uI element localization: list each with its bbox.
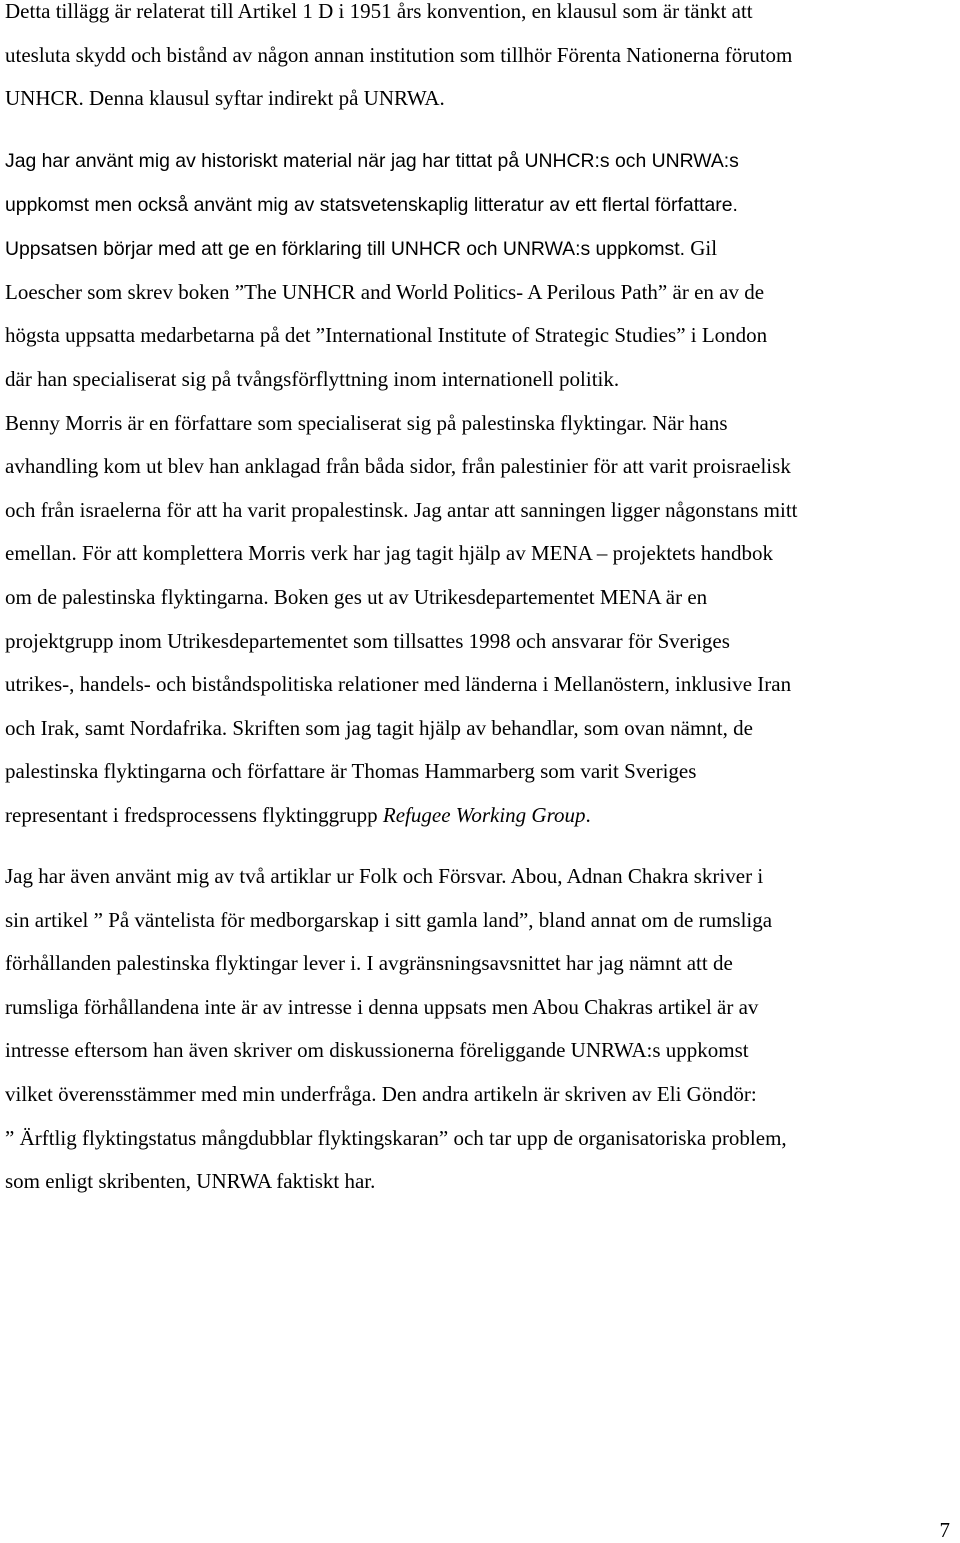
text-line: som enligt skribenten, UNRWA faktiskt har. xyxy=(5,1169,376,1194)
text-line: och Irak, samt Nordafrika. Skriften som jag tagit hjälp av behandlar, som ovan nämnt, de xyxy=(5,715,753,740)
paragraph-articles xyxy=(5,855,787,1204)
text-line: Loescher som skrev boken ”The UNHCR and World Politics- A Perilous Path” är en av de xyxy=(5,279,765,304)
text-line: Benny Morris är en författare som specialiserat sig på palestinska flyktingar. När hans xyxy=(5,410,728,435)
text-segment: Gil xyxy=(690,236,718,261)
text-line: förhållanden palestinska flyktingar lever i. I avgränsningsavsnittet har jag nämnt att de xyxy=(5,951,733,976)
paragraph-sources xyxy=(5,140,798,838)
text-line: ” Ärftlig flyktingstatus mångdubblar flyktingskaran” och tar upp de organisatoriska problem, xyxy=(5,1125,787,1150)
text-line: utesluta skydd och bistånd av någon annan institution som tillhör Förenta Nationerna förutom xyxy=(5,42,793,67)
text-segment: representant i fredsprocessens flyktinggrupp xyxy=(5,802,383,827)
italic-group-name: Refugee Working Group xyxy=(382,802,586,827)
text-line: palestinska flyktingarna och författare är Thomas Hammarberg som varit Sveriges xyxy=(5,759,697,784)
text-line xyxy=(5,794,798,838)
text-line: projektgrupp inom Utrikesdepartementet som tillsattes 1998 och ansvarar för Sveriges xyxy=(5,628,730,653)
text-segment: . xyxy=(585,802,591,827)
text-line: rumsliga förhållandena inte är av intresse i denna uppsats men Abou Chakras artikel är av xyxy=(5,994,759,1019)
text-line: intresse eftersom han även skriver om diskussionerna föreliggande UNRWA:s uppkomst xyxy=(5,1038,749,1063)
text-line: utrikes-, handels- och biståndspolitiska relationer med länderna i Mellanöstern, inklusive Iran xyxy=(5,672,792,697)
text-segment: Uppsatsen börjar med att ge en förklaring till UNHCR och UNRWA:s uppkomst. xyxy=(5,238,686,261)
text-line: UNHCR. Denna klausul syftar indirekt på UNRWA. xyxy=(5,86,445,111)
text-line: Jag har använt mig av historiskt material när jag har tittat på UNHCR:s och UNRWA:s xyxy=(5,150,739,172)
text-line: Jag har även använt mig av två artiklar ur Folk och Försvar. Abou, Adnan Chakra skriver i xyxy=(5,864,764,888)
text-line: och från israelerna för att ha varit propalestinsk. Jag antar att sanningen ligger någonstans mitt xyxy=(5,497,798,522)
text-line: högsta uppsatta medarbetarna på det ”International Institute of Strategic Studies” i London xyxy=(5,323,768,348)
text-line: Detta tillägg är relaterat till Artikel 1 D i 1951 års konvention, en klausul som är tänkt att xyxy=(5,0,753,23)
text-line: om de palestinska flyktingarna. Boken ges ut av Utrikesdepartementet MENA är en xyxy=(5,584,708,609)
page-number: 7 xyxy=(939,1518,950,1542)
text-line: uppkomst men också använt mig av statsvetenskaplig litteratur av ett flertal författare. xyxy=(5,193,738,216)
text-line: emellan. För att komplettera Morris verk har jag tagit hjälp av MENA – projektets handbok xyxy=(5,541,774,566)
text-line: där han specialiserat sig på tvångsförflyttning inom internationell politik. xyxy=(5,366,620,391)
paragraph-convention-clause xyxy=(5,0,792,121)
text-line: avhandling kom ut blev han anklagad från båda sidor, från palestinier för att varit proisraelisk xyxy=(5,454,791,479)
text-line: sin artikel ” På väntelista för medborgarskap i sitt gamla land”, bland annat om de rumsliga xyxy=(5,907,773,932)
text-line xyxy=(5,227,798,271)
text-line: vilket överensstämmer med min underfråga. Den andra artikeln är skriven av Eli Göndör: xyxy=(5,1081,757,1106)
